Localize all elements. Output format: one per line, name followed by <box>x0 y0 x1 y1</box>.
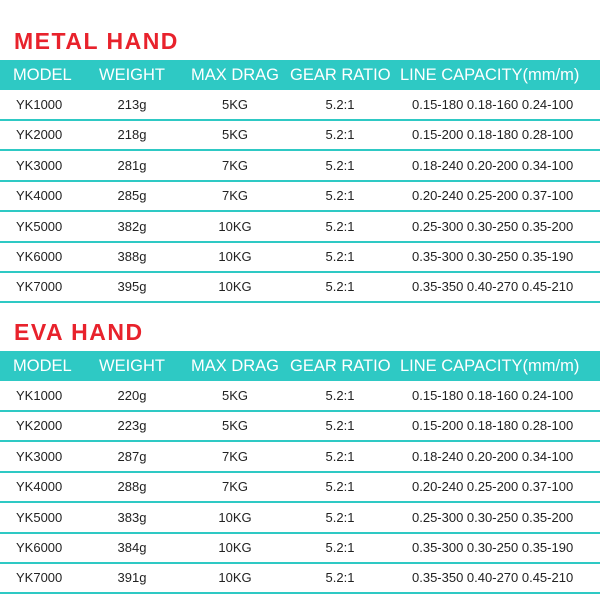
cell-weight: 382g <box>117 218 147 234</box>
cell-gear-ratio: 5.2:1 <box>325 570 355 586</box>
cell-weight: 287g <box>117 448 147 464</box>
table-row <box>0 411 600 441</box>
section-title: METAL HAND <box>14 28 179 54</box>
cell-weight: 383g <box>117 509 147 525</box>
cell-model: YK5000 <box>16 509 63 525</box>
cell-max-drag: 5KG <box>221 127 248 143</box>
table-row <box>0 472 600 502</box>
cell-weight: 223g <box>117 418 147 434</box>
cell-model: YK4000 <box>16 188 63 204</box>
cell-max-drag: 10KG <box>218 509 252 525</box>
cell-model: YK1000 <box>16 388 63 403</box>
cell-weight: 391g <box>117 570 147 586</box>
cell-gear-ratio: 5.2:1 <box>325 97 355 112</box>
cell-line-capacity: 0.20-240 0.25-200 0.37-100 <box>412 479 574 495</box>
column-header-gear-ratio: GEAR RATIO <box>290 357 391 375</box>
table-row <box>0 120 600 150</box>
cell-weight: 285g <box>117 188 147 204</box>
cell-max-drag: 7KG <box>221 188 248 204</box>
cell-weight: 218g <box>117 127 147 143</box>
cell-weight: 288g <box>117 479 147 495</box>
cell-model: YK2000 <box>16 127 63 143</box>
cell-line-capacity: 0.25-300 0.30-250 0.35-200 <box>412 509 574 525</box>
cell-model: YK3000 <box>16 448 63 464</box>
cell-model: YK7000 <box>16 570 63 586</box>
cell-line-capacity: 0.35-300 0.30-250 0.35-190 <box>412 249 574 264</box>
cell-gear-ratio: 5.2:1 <box>325 479 355 495</box>
column-header-gear-ratio: GEAR RATIO <box>290 66 391 84</box>
column-header-model: MODEL <box>13 357 72 375</box>
cell-max-drag: 10KG <box>218 570 252 586</box>
table-header <box>0 351 600 381</box>
cell-gear-ratio: 5.2:1 <box>325 218 355 234</box>
cell-gear-ratio: 5.2:1 <box>325 249 355 264</box>
cell-gear-ratio: 5.2:1 <box>325 448 355 464</box>
section-title: EVA HAND <box>14 319 144 345</box>
column-header-weight: WEIGHT <box>99 66 165 84</box>
cell-max-drag: 7KG <box>221 157 248 173</box>
cell-max-drag: 7KG <box>221 479 248 495</box>
table-row <box>0 442 600 472</box>
column-header-weight: WEIGHT <box>99 357 165 375</box>
table-row <box>0 533 600 563</box>
cell-max-drag: 5KG <box>221 388 248 403</box>
cell-weight: 388g <box>117 249 147 264</box>
cell-line-capacity: 0.35-350 0.40-270 0.45-210 <box>412 570 574 586</box>
cell-model: YK4000 <box>16 479 63 495</box>
cell-weight: 213g <box>117 97 147 112</box>
table-row <box>0 90 600 120</box>
table-row <box>0 563 600 593</box>
cell-model: YK2000 <box>16 418 63 434</box>
cell-gear-ratio: 5.2:1 <box>325 540 355 555</box>
cell-model: YK6000 <box>16 249 63 264</box>
cell-model: YK6000 <box>16 540 63 555</box>
row-divider <box>0 592 600 594</box>
column-header-max-drag: MAX DRAG <box>190 357 279 375</box>
table-row <box>0 242 600 272</box>
cell-max-drag: 7KG <box>221 448 248 464</box>
table-row <box>0 212 600 242</box>
cell-weight: 281g <box>117 157 147 173</box>
cell-max-drag: 5KG <box>221 418 248 434</box>
cell-line-capacity: 0.35-350 0.40-270 0.45-210 <box>412 279 574 295</box>
column-header-max-drag: MAX DRAG <box>190 66 279 84</box>
cell-line-capacity: 0.18-240 0.20-200 0.34-100 <box>412 448 574 464</box>
cell-gear-ratio: 5.2:1 <box>325 279 355 295</box>
table-row <box>0 181 600 211</box>
cell-line-capacity: 0.15-200 0.18-180 0.28-100 <box>412 127 574 143</box>
column-header-line-capacity: LINE CAPACITY(mm/m) <box>400 357 580 375</box>
cell-line-capacity: 0.15-180 0.18-160 0.24-100 <box>412 388 574 403</box>
column-header-line-capacity: LINE CAPACITY(mm/m) <box>400 66 580 84</box>
cell-gear-ratio: 5.2:1 <box>325 509 355 525</box>
cell-weight: 384g <box>117 540 147 555</box>
cell-model: YK3000 <box>16 157 63 173</box>
cell-weight: 395g <box>117 279 147 295</box>
cell-gear-ratio: 5.2:1 <box>325 188 355 204</box>
cell-max-drag: 10KG <box>218 218 252 234</box>
cell-line-capacity: 0.15-180 0.18-160 0.24-100 <box>412 97 574 112</box>
cell-gear-ratio: 5.2:1 <box>325 157 355 173</box>
cell-gear-ratio: 5.2:1 <box>325 388 355 403</box>
cell-gear-ratio: 5.2:1 <box>325 127 355 143</box>
table-row <box>0 151 600 181</box>
cell-line-capacity: 0.25-300 0.30-250 0.35-200 <box>412 218 574 234</box>
cell-gear-ratio: 5.2:1 <box>325 418 355 434</box>
cell-max-drag: 10KG <box>218 249 252 264</box>
cell-weight: 220g <box>117 388 147 403</box>
cell-model: YK5000 <box>16 218 63 234</box>
cell-line-capacity: 0.35-300 0.30-250 0.35-190 <box>412 540 574 555</box>
cell-max-drag: 10KG <box>218 279 252 295</box>
cell-max-drag: 10KG <box>218 540 252 555</box>
row-divider <box>0 301 600 303</box>
cell-line-capacity: 0.15-200 0.18-180 0.28-100 <box>412 418 574 434</box>
table-row <box>0 272 600 302</box>
column-header-model: MODEL <box>13 66 72 84</box>
table-header <box>0 60 600 90</box>
cell-line-capacity: 0.18-240 0.20-200 0.34-100 <box>412 157 574 173</box>
cell-model: YK7000 <box>16 279 63 295</box>
cell-model: YK1000 <box>16 97 63 112</box>
cell-max-drag: 5KG <box>221 97 248 112</box>
table-row <box>0 381 600 411</box>
cell-line-capacity: 0.20-240 0.25-200 0.37-100 <box>412 188 574 204</box>
table-row <box>0 503 600 533</box>
